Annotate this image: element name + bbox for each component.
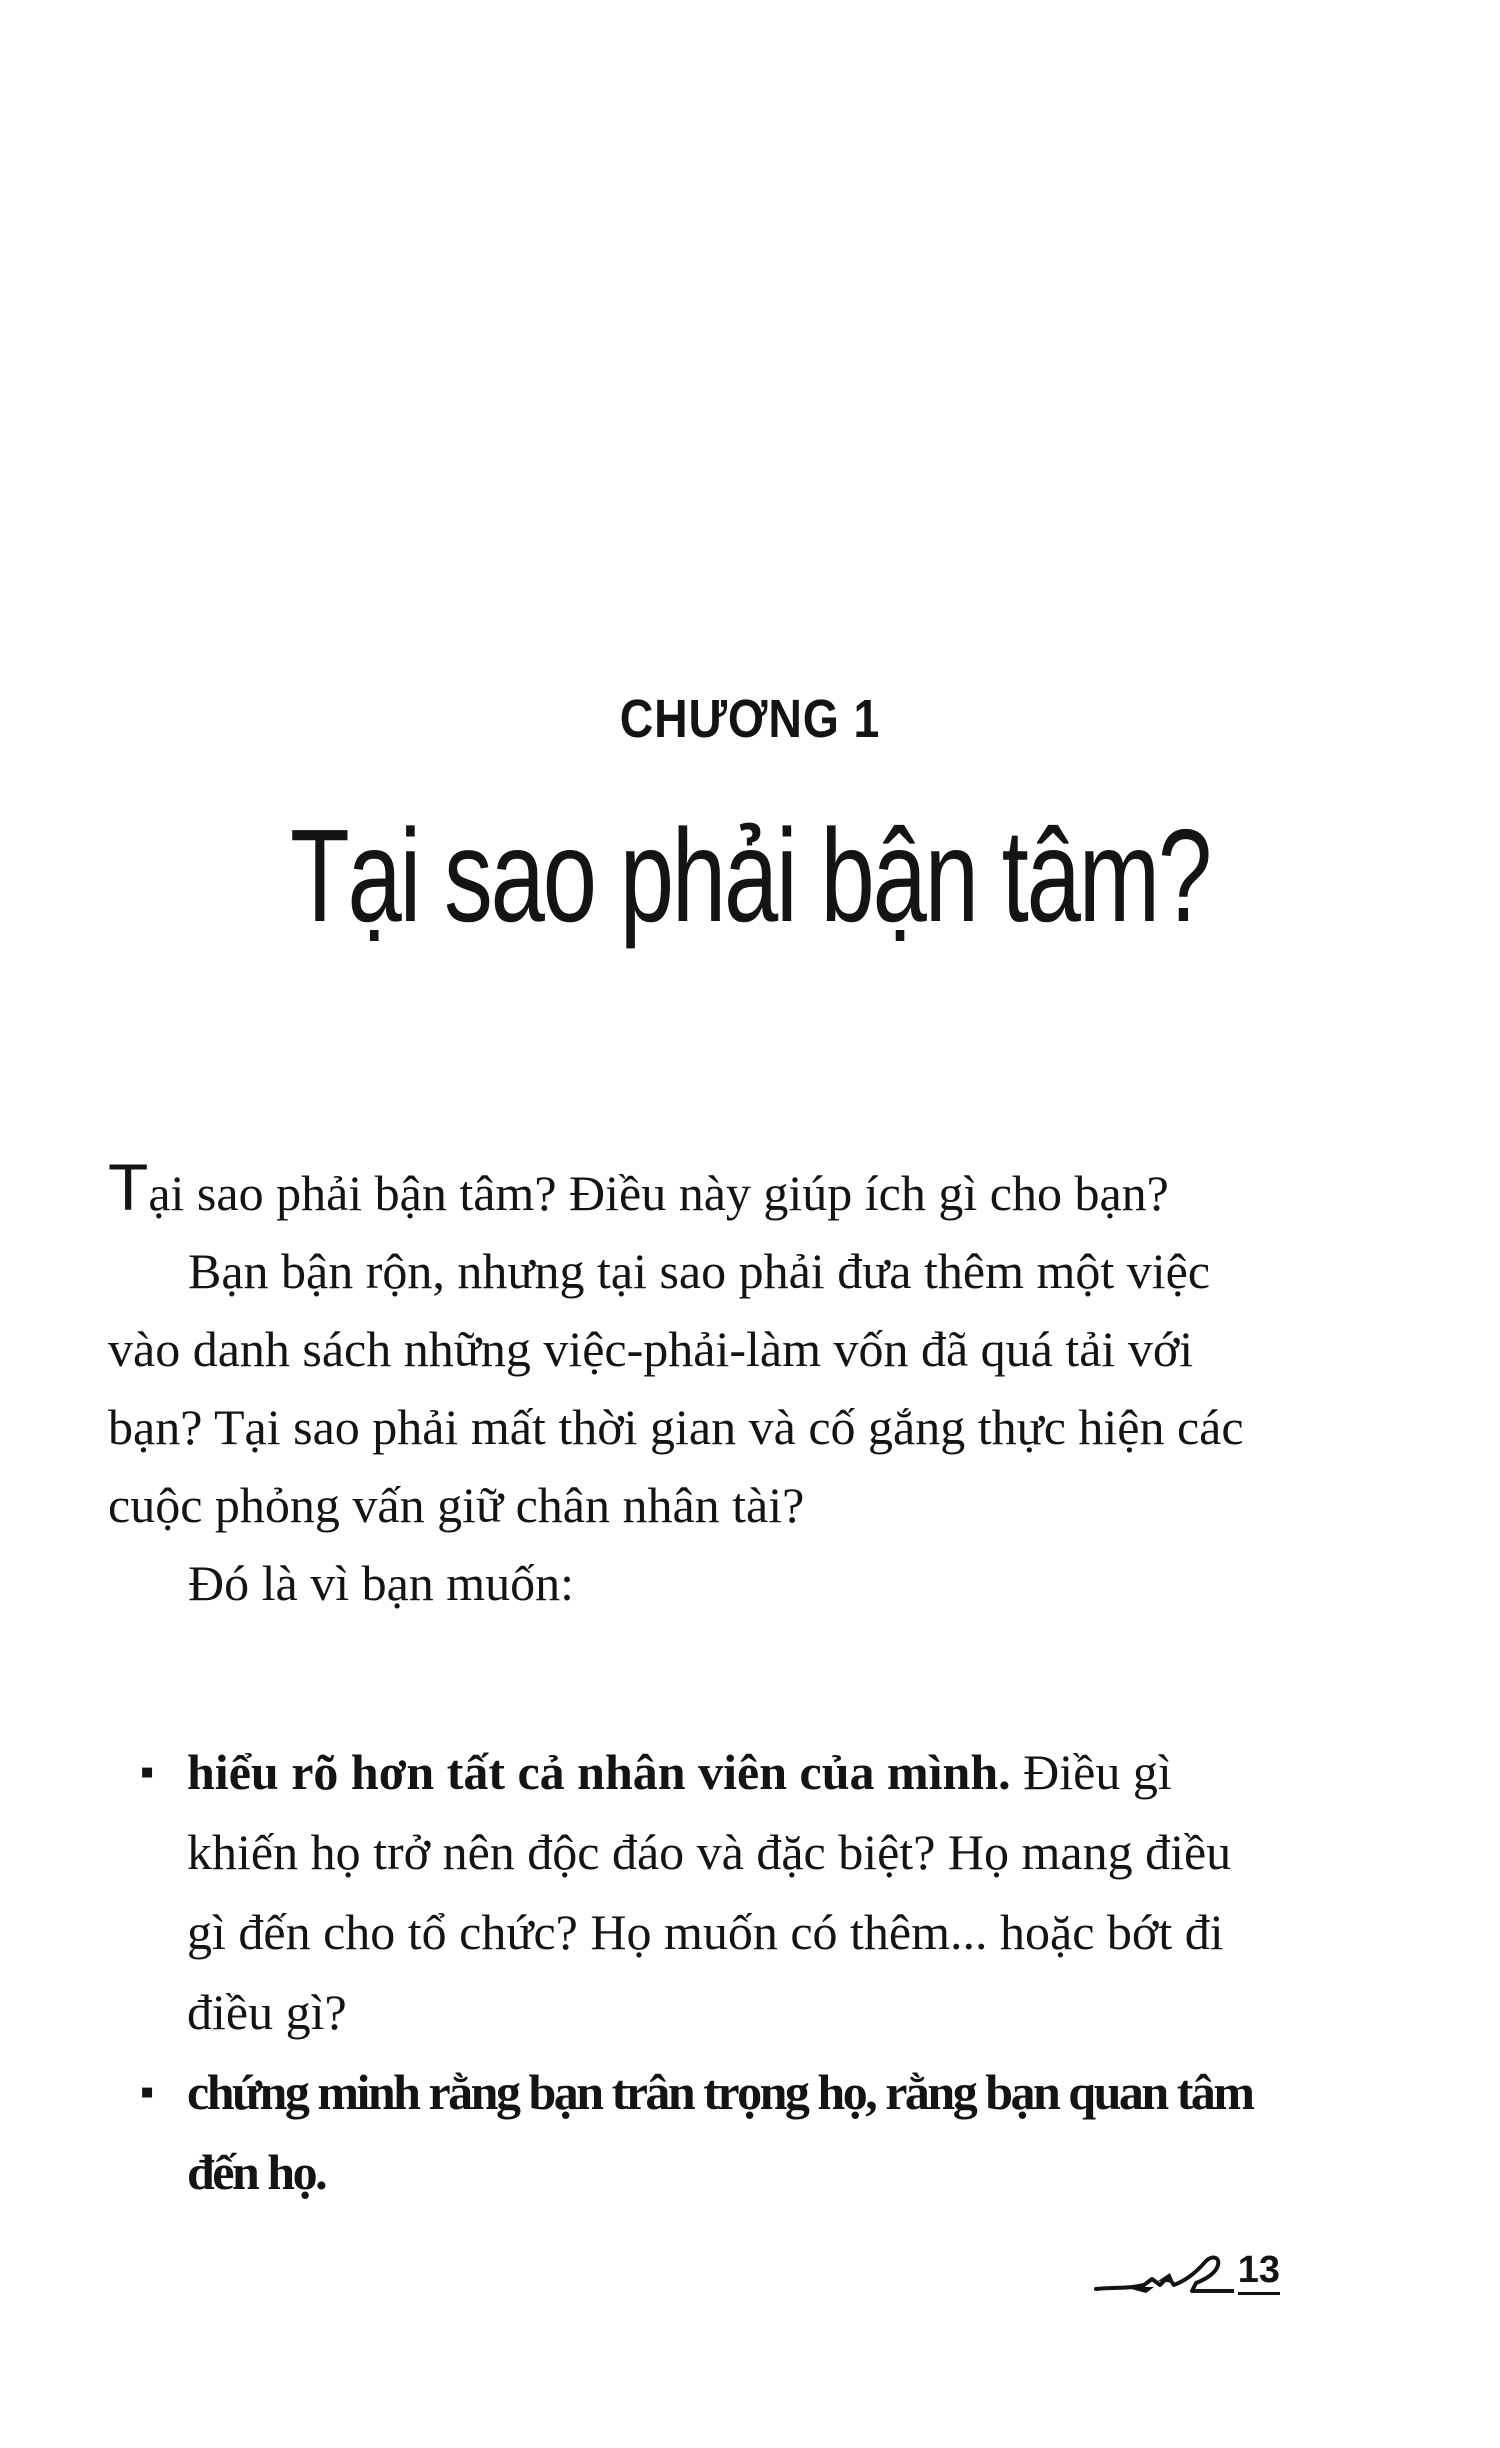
bullet-1-lead: hiểu rõ hơn tất cả nhân viên của mình. — [187, 1744, 1011, 1800]
paragraph-1-text: ại sao phải bận tâm? Điều này giúp ích gì cho bạn? — [148, 1165, 1169, 1221]
paragraph-3: Đó là vì bạn muốn: — [188, 1555, 575, 1611]
bullet-2-text: chứng minh rằng bạn trân trọng họ, rằng bạn quan tâm đến họ. — [187, 2064, 1253, 2200]
bullet-marker: ▪ — [140, 2069, 155, 2114]
dropcap-letter: T — [108, 1150, 149, 1224]
chapter-title: Tại sao phải bận tâm? — [290, 802, 1210, 949]
list-item — [140, 2052, 1280, 2212]
bullet-marker: ▪ — [140, 1749, 155, 1794]
page-number: 13 — [1238, 2248, 1280, 2295]
bullet-list — [140, 1732, 1280, 2212]
bullet-1-text: Điều gì khiến họ trở nên độc đáo và đặc biệt? Họ mang điều gì đến cho tổ chức? Họ muốn có thêm... hoặc bớt đi điều gì? — [187, 1744, 1232, 2040]
chapter-label: CHƯƠNG 1 — [619, 689, 881, 749]
list-item — [140, 1732, 1280, 2052]
hand-drawn-flourish-icon — [1094, 2251, 1234, 2295]
paragraph-1 — [108, 1148, 1278, 1232]
paragraph-2: Bạn bận rộn, nhưng tại sao phải đưa thêm một việc vào danh sách những việc-phải-làm vốn đã quá tải với bạn? Tại sao phải mất thời gian và cố gắng thực hiện các cuộc phỏng vấn giữ chân nhân tài? — [108, 1243, 1244, 1533]
body-text — [108, 1148, 1278, 1622]
page-footer — [1094, 2248, 1280, 2295]
